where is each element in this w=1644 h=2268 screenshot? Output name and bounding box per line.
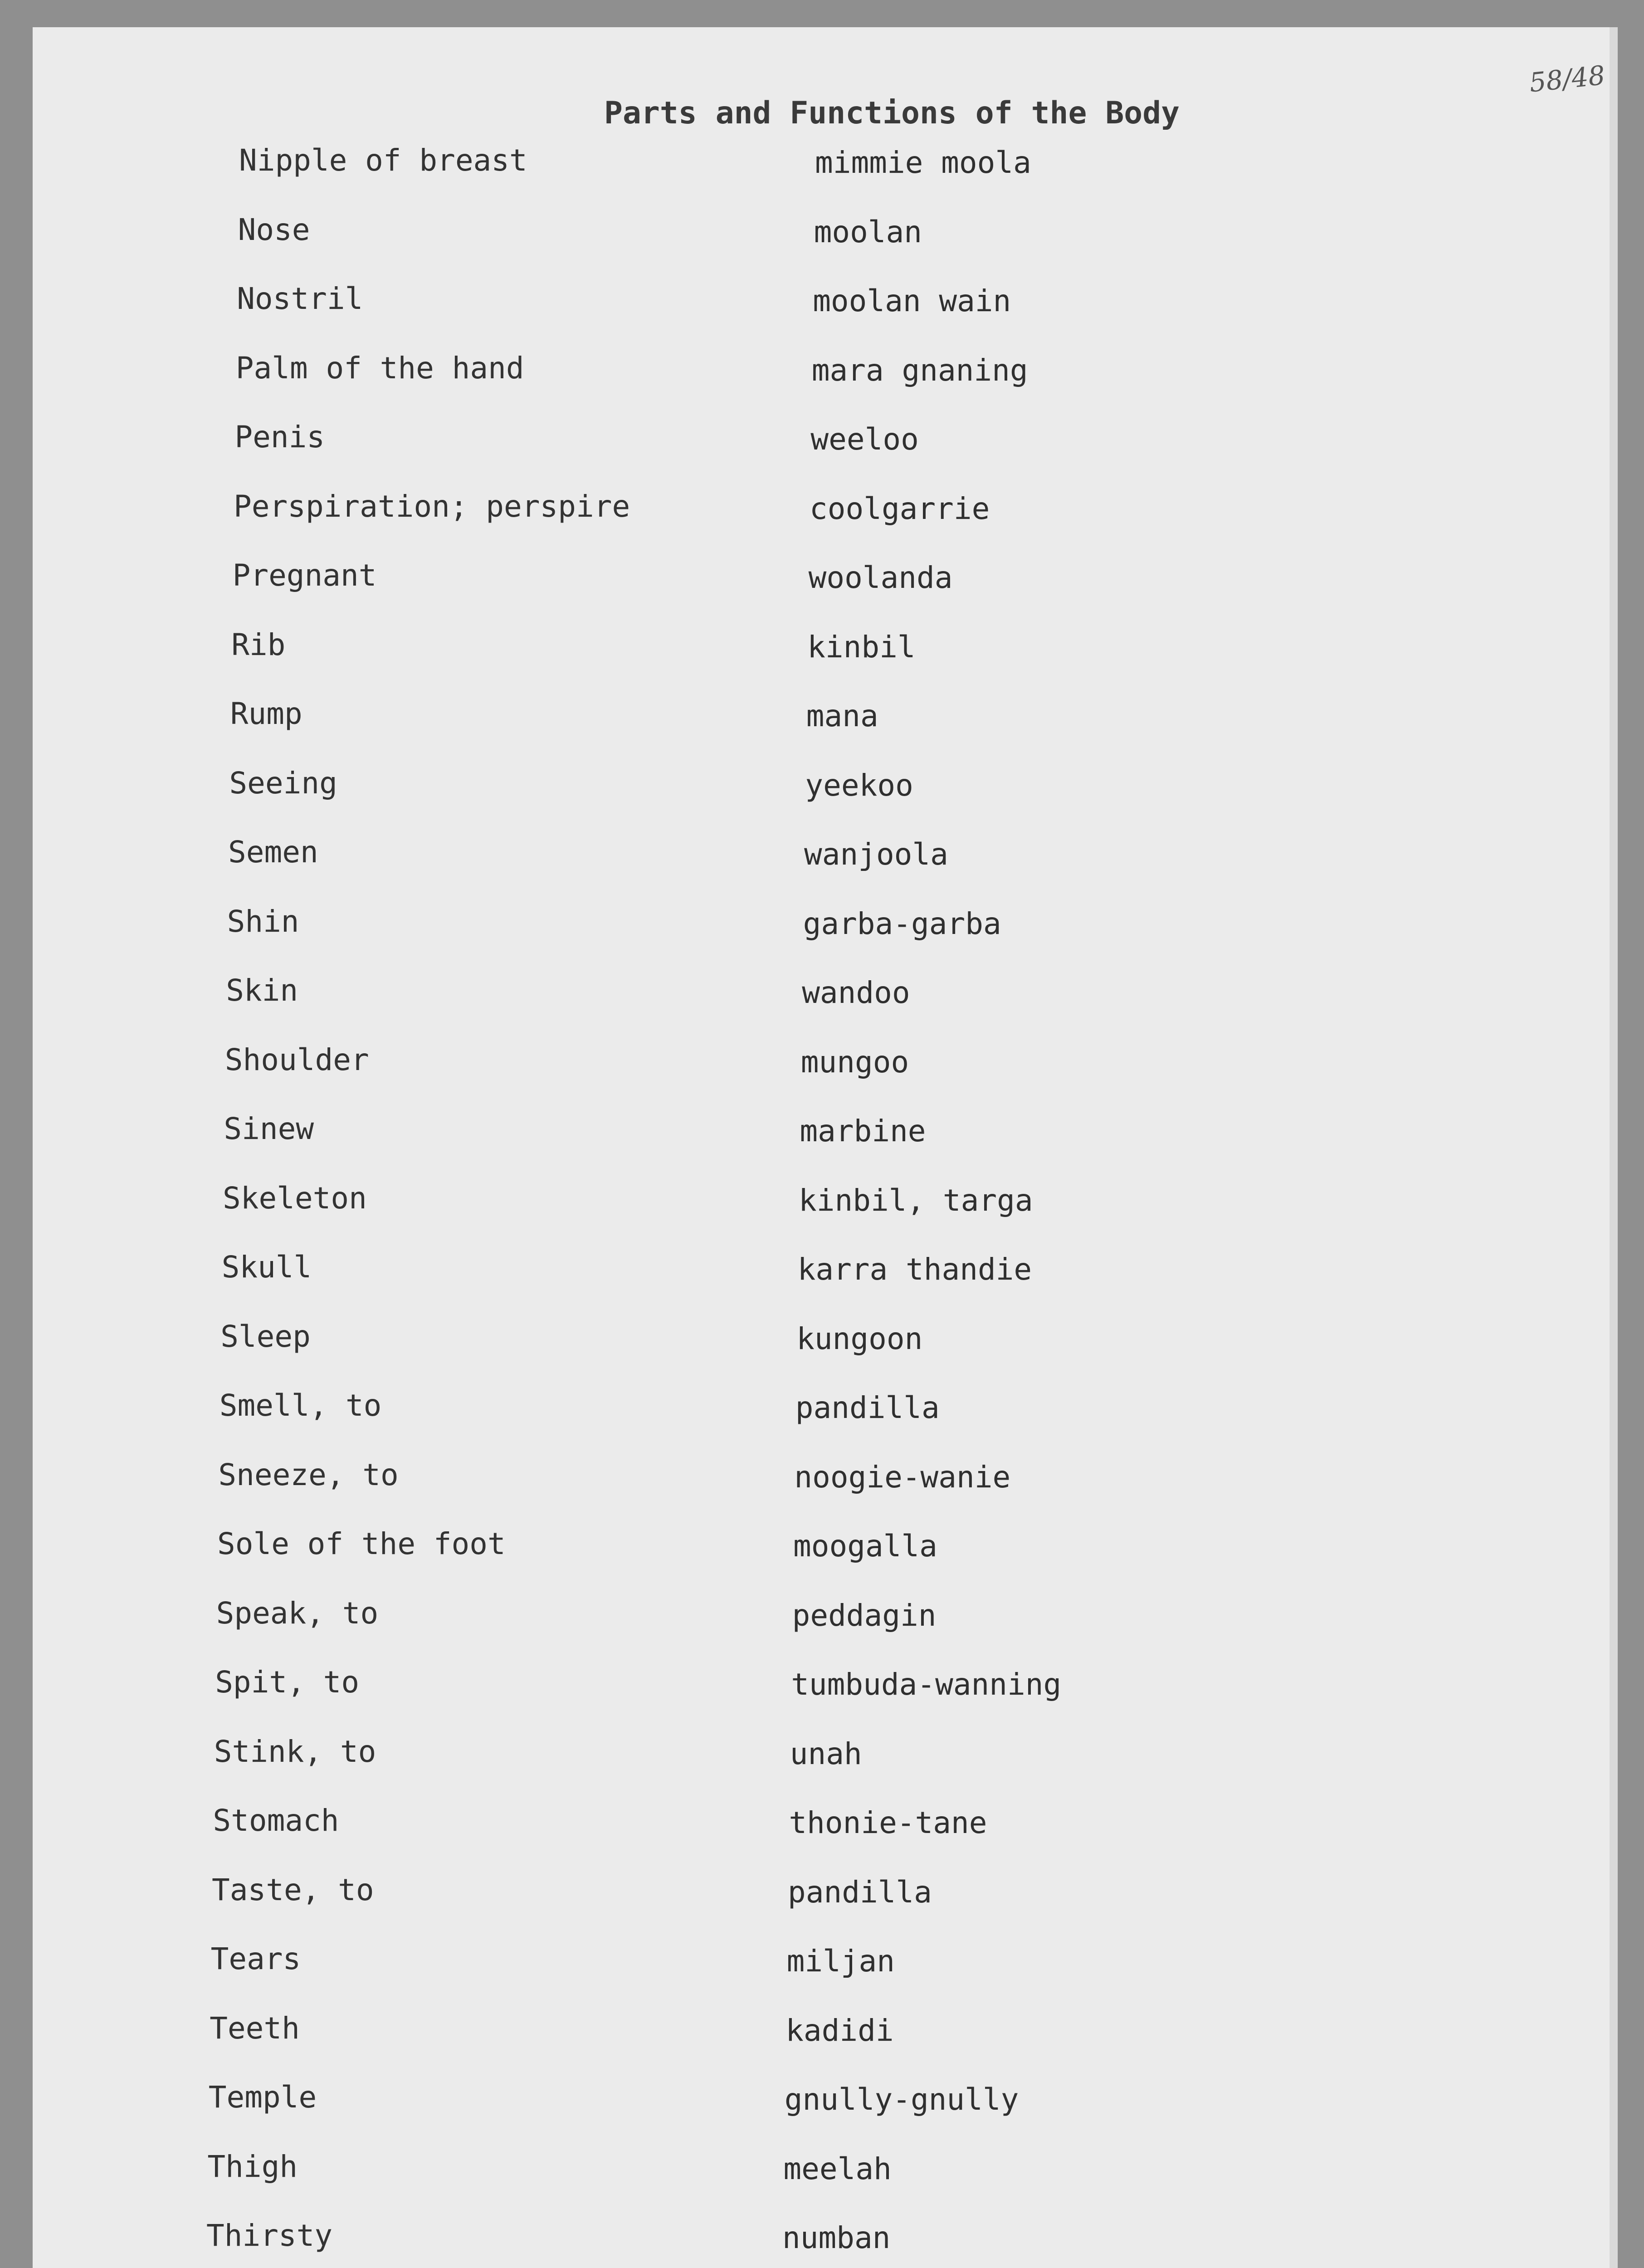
vocab-term: Nose — [238, 212, 310, 247]
vocab-translation: kinbil — [807, 629, 916, 665]
vocab-translation: karra thandie — [797, 1252, 1032, 1287]
vocab-translation: miljan — [786, 1944, 895, 1979]
vocab-translation: wandoo — [802, 975, 910, 1010]
vocab-term: Rump — [230, 696, 302, 731]
vocab-translation: coolgarrie — [810, 491, 990, 526]
vocab-term: Temple — [208, 2080, 317, 2115]
folio-number: 58/48 — [1527, 59, 1607, 98]
vocab-term: Thirsty — [206, 2218, 333, 2253]
vocab-term: Semen — [228, 835, 318, 870]
vocab-translation: wanjoola — [804, 837, 948, 872]
vocab-term: Rib — [231, 627, 286, 662]
vocab-term: Nipple of breast — [239, 143, 527, 178]
vocab-translation: meelah — [783, 2151, 892, 2186]
vocab-translation: kinbil, targa — [799, 1183, 1033, 1218]
vocab-translation: mana — [806, 699, 878, 733]
vocab-translation: moolan wain — [813, 284, 1011, 318]
vocab-term: Skull — [221, 1250, 312, 1285]
vocab-term: Stomach — [213, 1803, 339, 1838]
vocab-translation: peddagin — [792, 1598, 937, 1633]
page-title: Parts and Functions of the Body — [604, 95, 1180, 131]
vocab-term: Skeleton — [223, 1180, 367, 1216]
vocab-term: Nostril — [237, 281, 363, 316]
vocab-translation: kungoon — [796, 1321, 923, 1356]
vocab-translation: woolanda — [808, 560, 953, 595]
vocab-translation: thonie-tane — [789, 1805, 987, 1840]
vocab-term: Seeing — [229, 765, 337, 801]
vocab-translation: kadidi — [785, 2013, 894, 2048]
vocab-translation: unah — [790, 1736, 862, 1771]
vocab-term: Taste, to — [212, 1872, 374, 1907]
vocab-translation: yeekoo — [805, 767, 913, 803]
vocab-translation: tumbuda-wanning — [791, 1667, 1062, 1702]
vocab-translation: moolan — [814, 214, 922, 249]
vocab-translation: moogalla — [793, 1529, 937, 1564]
vocab-term: Stink, to — [214, 1734, 376, 1769]
vocab-term: Spit, to — [215, 1665, 360, 1700]
vocab-translation: noogie-wanie — [794, 1459, 1011, 1495]
vocab-translation: gnully-gnully — [784, 2082, 1019, 2117]
vocab-translation: mungoo — [800, 1044, 909, 1080]
vocab-term: Skin — [226, 973, 298, 1008]
vocab-term: Sole of the foot — [217, 1526, 506, 1561]
vocab-term: Pregnant — [232, 558, 377, 593]
vocab-term: Smell, to — [219, 1388, 382, 1423]
vocab-term: Penis — [234, 420, 325, 455]
vocab-term: Sneeze, to — [218, 1457, 399, 1492]
vocab-translation: weeloo — [810, 422, 919, 457]
vocab-translation: marbine — [800, 1114, 926, 1149]
vocab-term: Thigh — [207, 2149, 298, 2184]
vocab-translation: pandilla — [788, 1874, 932, 1910]
vocab-translation: mimmie moola — [815, 145, 1031, 180]
document-page — [33, 27, 1618, 2268]
vocab-translation: garba-garba — [803, 906, 1001, 941]
vocab-term: Sinew — [224, 1111, 314, 1146]
vocab-term: Tears — [210, 1941, 301, 1976]
vocab-translation: mara gnaning — [811, 352, 1028, 388]
vocab-term: Palm of the hand — [235, 350, 524, 386]
vocab-term: Sleep — [220, 1319, 311, 1354]
vocab-term: Shoulder — [224, 1042, 369, 1077]
vocab-term: Speak, to — [216, 1595, 379, 1631]
vocab-term: Shin — [227, 904, 299, 939]
vocab-term: Teeth — [210, 2010, 300, 2046]
vocab-translation: numban — [782, 2220, 891, 2255]
vocab-term: Perspiration; perspire — [234, 489, 630, 524]
vocab-translation: pandilla — [795, 1390, 940, 1425]
